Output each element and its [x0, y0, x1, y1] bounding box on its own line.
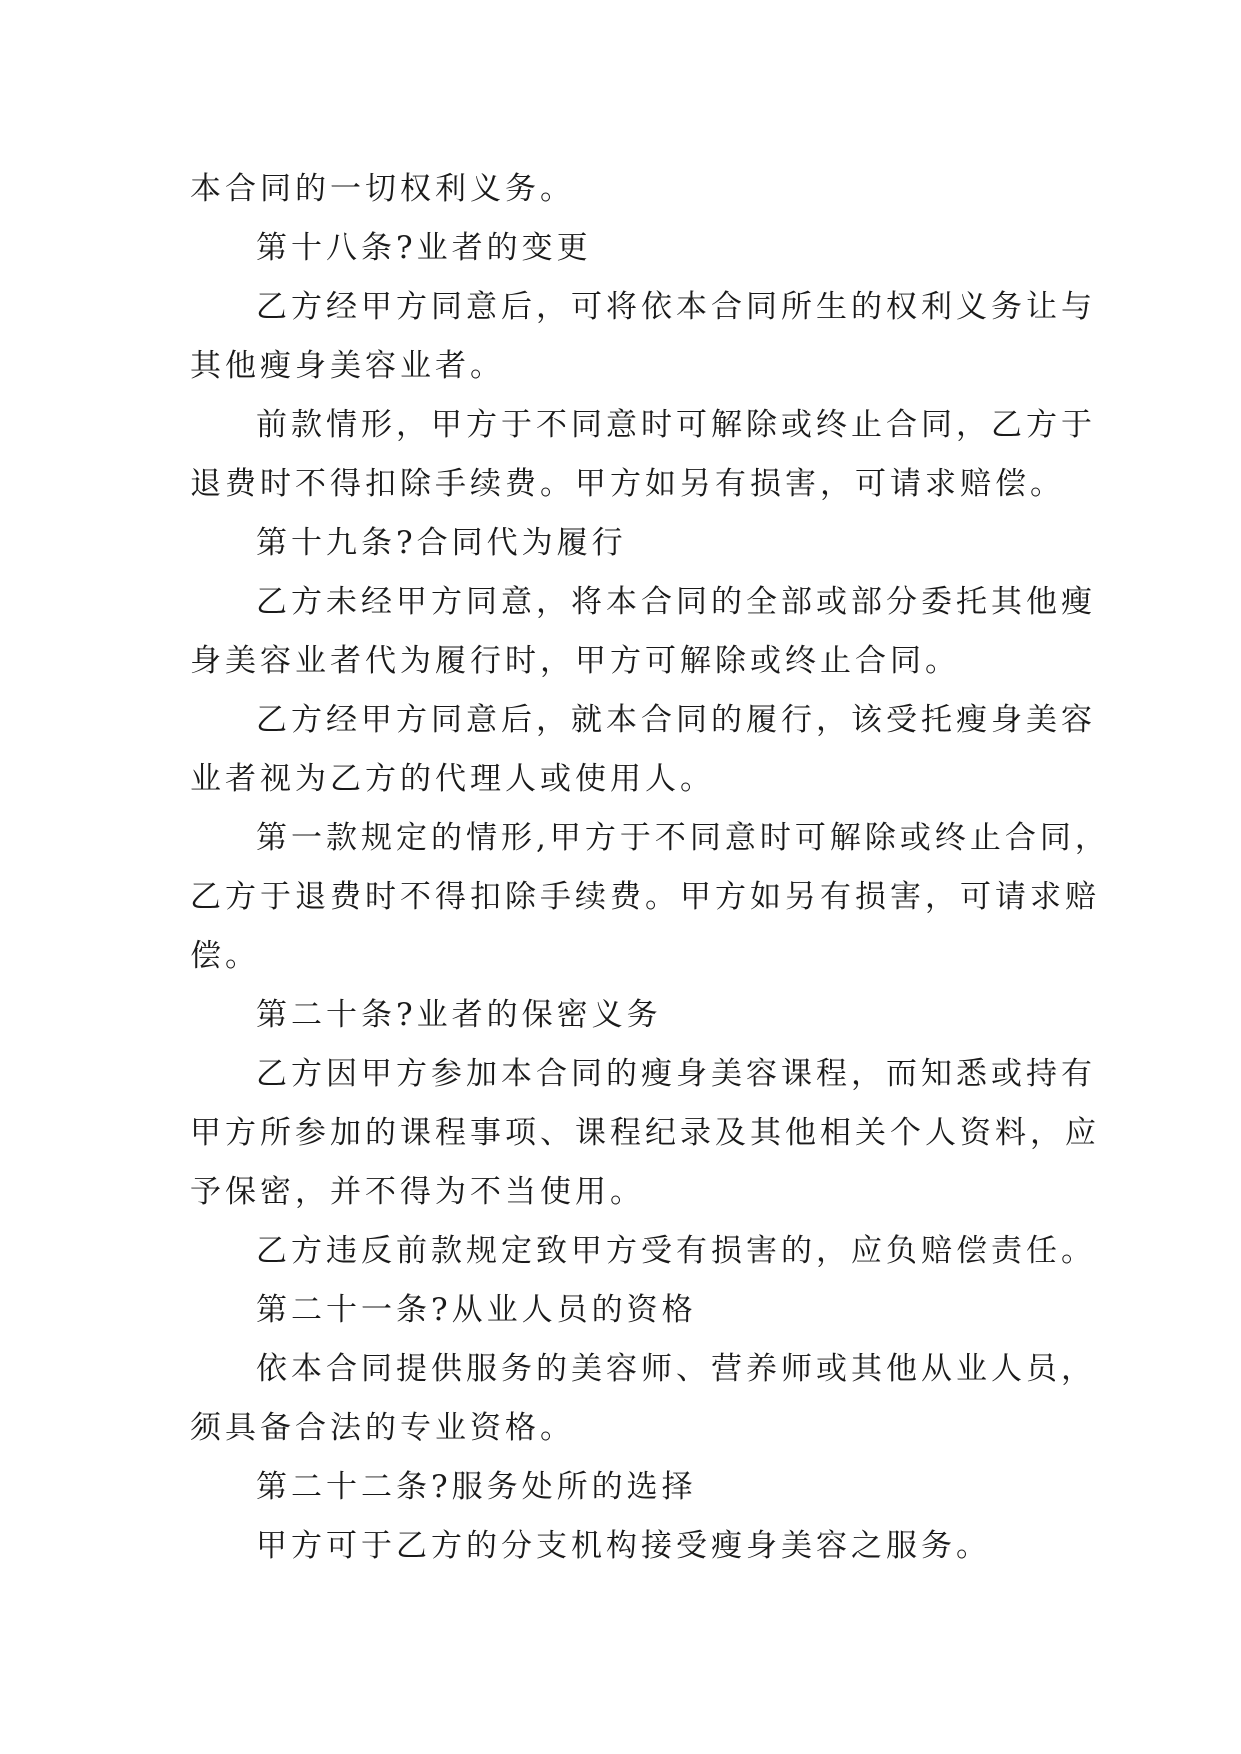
- document-body: [190, 160, 1110, 1576]
- text-line: 偿。: [190, 938, 260, 974]
- text-line: 第十九条?合同代为履行: [256, 525, 627, 561]
- text-line: 第二十一条?从业人员的资格: [256, 1292, 697, 1328]
- text-line: 甲方所参加的课程事项、课程纪录及其他相关个人资料，应: [190, 1115, 1100, 1151]
- text-line: 乙方于退费时不得扣除手续费。甲方如另有损害，可请求赔: [190, 879, 1100, 915]
- text-line: 其他瘦身美容业者。: [190, 348, 505, 384]
- text-line: 第二十条?业者的保密义务: [256, 997, 662, 1033]
- text-line: 乙方经甲方同意后，可将依本合同所生的权利义务让与: [256, 289, 1096, 325]
- text-line: 乙方经甲方同意后，就本合同的履行，该受托瘦身美容: [256, 702, 1096, 738]
- text-line: 退费时不得扣除手续费。甲方如另有损害，可请求赔偿。: [190, 466, 1065, 502]
- text-line: 身美容业者代为履行时，甲方可解除或终止合同。: [190, 643, 960, 679]
- text-line: 依本合同提供服务的美容师、营养师或其他从业人员，: [256, 1351, 1096, 1387]
- text-line: 乙方违反前款规定致甲方受有损害的，应负赔偿责任。: [256, 1233, 1096, 1269]
- text-line: 第二十二条?服务处所的选择: [256, 1469, 697, 1505]
- text-line: 须具备合法的专业资格。: [190, 1410, 575, 1446]
- text-line: 本合同的一切权利义务。: [190, 171, 575, 207]
- text-line: 乙方因甲方参加本合同的瘦身美容课程，而知悉或持有: [256, 1056, 1096, 1092]
- text-line: 业者视为乙方的代理人或使用人。: [190, 761, 715, 797]
- text-line: 前款情形，甲方于不同意时可解除或终止合同，乙方于: [256, 407, 1096, 443]
- text-line: 乙方未经甲方同意，将本合同的全部或部分委托其他瘦: [256, 584, 1096, 620]
- text-line: 第一款规定的情形,甲方于不同意时可解除或终止合同，: [256, 820, 1110, 856]
- text-line: 第十八条?业者的变更: [256, 230, 592, 266]
- text-line: 甲方可于乙方的分支机构接受瘦身美容之服务。: [256, 1528, 991, 1564]
- text-line: 予保密，并不得为不当使用。: [190, 1174, 645, 1210]
